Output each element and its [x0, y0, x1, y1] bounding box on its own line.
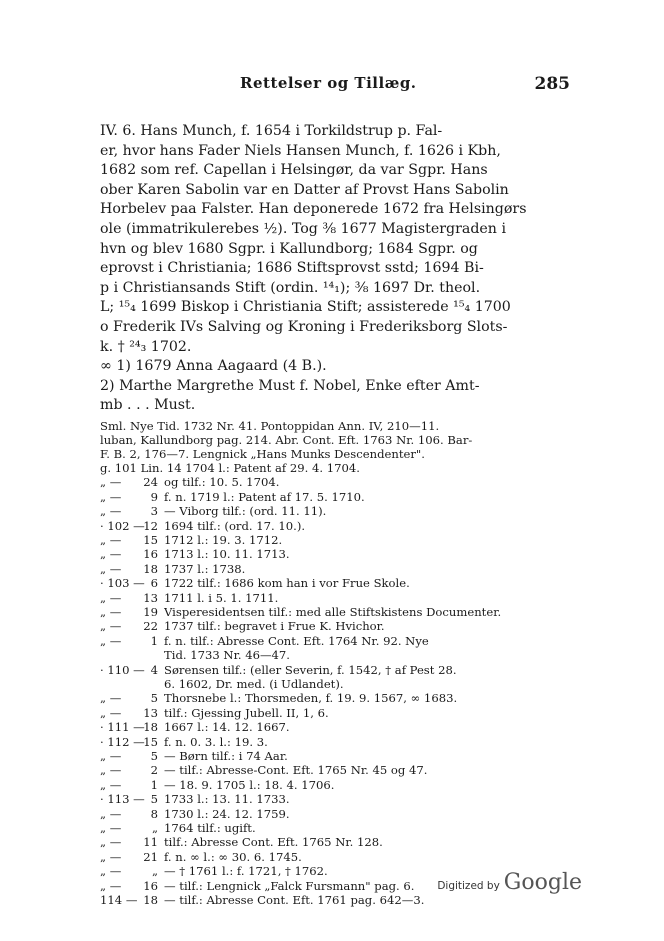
correction-prefix: „ — — [100, 806, 122, 821]
correction-num: 4 — [150, 662, 158, 677]
correction-num: 24 — [143, 475, 158, 490]
correction-text: 1712 l.: 19. 3. 1712. — [164, 532, 283, 547]
correction-row — [100, 634, 578, 648]
correction-row — [100, 835, 578, 849]
correction-prefix: „ — — [100, 821, 122, 836]
correction-num: 3 — [150, 504, 158, 519]
correction-num: 15 — [143, 734, 158, 749]
correction-prefix — [100, 648, 138, 662]
correction-prefix: „ — — [100, 532, 122, 547]
text-line: o Frederik IVs Salving og Kroning i Frederiksborg Slots- — [100, 318, 508, 335]
correction-row — [100, 807, 578, 821]
correction-row — [100, 691, 578, 705]
correction-text: Tid. 1733 Nr. 46—47. — [164, 648, 290, 663]
correction-text: f. n. 0. 3. l.: 19. 3. — [164, 734, 268, 749]
correction-prefix: „ — — [100, 864, 122, 879]
correction-num: 13 — [143, 590, 158, 605]
correction-row — [100, 475, 578, 489]
correction-row — [100, 533, 578, 547]
note-line: luban, Kallundborg pag. 214. Abr. Cont. Eft. 1763 Nr. 106. Bar- — [100, 433, 473, 447]
page-body — [100, 116, 578, 907]
correction-prefix: „ — — [100, 835, 122, 850]
correction-num: 1 — [150, 777, 158, 792]
correction-row — [100, 490, 578, 504]
correction-num: 8 — [150, 806, 158, 821]
correction-prefix: „ — — [100, 749, 122, 763]
correction-row — [100, 763, 578, 777]
correction-num: 12 — [143, 518, 158, 533]
note-line: g. 101 Lin. 14 1704 l.: Patent af 29. 4. 1704. — [100, 461, 360, 476]
correction-row — [100, 605, 578, 619]
correction-prefix: „ — — [100, 633, 122, 648]
correction-prefix: · 113 — — [100, 792, 145, 807]
correction-text: Sørensen tilf.: (eller Severin, f. 1542, † af Pest 28. — [164, 662, 457, 677]
correction-text: 1713 l.: 10. 11. 1713. — [164, 547, 290, 562]
correction-num: 9 — [150, 489, 158, 504]
correction-num: 5 — [150, 749, 158, 763]
correction-num: 5 — [150, 691, 158, 706]
correction-row — [100, 562, 578, 576]
biography-paragraphs — [100, 122, 578, 416]
correction-row — [100, 720, 578, 734]
correction-row — [100, 591, 578, 605]
correction-prefix: „ — — [100, 777, 122, 792]
correction-prefix: „ — — [100, 547, 122, 562]
correction-text: tilf.: Abresse Cont. Eft. 1765 Nr. 128. — [164, 835, 383, 850]
text-line: 2) Marthe Margrethe Must f. Nobel, Enke efter Amt- — [100, 377, 480, 394]
correction-num: 6 — [150, 576, 158, 591]
correction-num: 19 — [143, 604, 158, 619]
correction-row — [100, 504, 578, 518]
correction-prefix: „ — — [100, 504, 122, 519]
correction-num: 21 — [143, 849, 158, 864]
correction-num: 11 — [143, 835, 158, 850]
correction-prefix: „ — — [100, 705, 122, 720]
correction-row — [100, 778, 578, 792]
correction-prefix: „ — — [100, 489, 122, 504]
corrections-list — [100, 475, 578, 907]
correction-num: 16 — [143, 547, 158, 562]
correction-num — [138, 648, 164, 662]
correction-prefix: · 110 — — [100, 662, 145, 677]
correction-text: 1711 l. i 5. 1. 1711. — [164, 590, 279, 605]
correction-text: 1694 tilf.: (ord. 17. 10.). — [164, 518, 306, 533]
correction-text: Visperesidentsen tilf.: med alle Stiftskistens Documenter. — [164, 604, 502, 619]
correction-row — [100, 648, 578, 662]
digitized-by-text: Digitized by — [437, 880, 500, 892]
correction-prefix: · 103 — — [100, 576, 145, 591]
correction-prefix: „ — — [100, 763, 122, 778]
correction-text: — Viborg tilf.: (ord. 11. 11). — [164, 504, 327, 519]
correction-num: 1 — [150, 633, 158, 648]
correction-text: Thorsnebe l.: Thorsmeden, f. 19. 9. 1567, ∞ 1683. — [164, 691, 458, 706]
correction-text: f. n. tilf.: Abresse Cont. Eft. 1764 Nr. 92. Nye — [164, 633, 429, 648]
text-line: eprovst i Christiania; 1686 Stiftsprovst sstd; 1694 Bi- — [100, 260, 484, 277]
text-line: er, hvor hans Fader Niels Hansen Munch, f. 1626 i Kbh, — [100, 142, 501, 159]
correction-row — [100, 663, 578, 677]
correction-row — [100, 706, 578, 720]
correction-num: 2 — [150, 763, 158, 778]
correction-num: 22 — [143, 619, 158, 634]
correction-text: 1730 l.: 24. 12. 1759. — [164, 806, 290, 821]
google-logo: Google — [503, 870, 582, 895]
page-number: 285 — [534, 74, 570, 94]
text-line: IV. 6. Hans Munch, f. 1654 i Torkildstrup p. Fal- — [100, 123, 443, 139]
correction-prefix: „ — — [100, 604, 122, 619]
correction-prefix — [100, 677, 138, 691]
text-line: 1682 som ref. Capellan i Helsingør, da var Sgpr. Hans — [100, 162, 488, 179]
text-line: k. † ²⁴₃ 1702. — [100, 338, 192, 355]
correction-row — [100, 519, 578, 533]
correction-num: 16 — [143, 878, 158, 893]
correction-row — [100, 547, 578, 561]
correction-text: 1733 l.: 13. 11. 1733. — [164, 792, 290, 807]
correction-text: — tilf.: Abresse Cont. Eft. 1761 pag. 642—3. — [164, 893, 425, 908]
correction-text: 1667 l.: 14. 12. 1667. — [164, 720, 290, 735]
correction-prefix: „ — — [100, 849, 122, 864]
text-line: hvn og blev 1680 Sgpr. i Kallundborg; 1684 Sgpr. og — [100, 240, 478, 257]
correction-row — [100, 850, 578, 864]
correction-prefix: · 111 — — [100, 720, 145, 735]
correction-prefix: „ — — [100, 561, 122, 576]
correction-text: — tilf.: Abresse-Cont. Eft. 1765 Nr. 45 og 47. — [164, 763, 428, 778]
text-line: mb . . . Must. — [100, 397, 196, 414]
correction-prefix: „ — — [100, 475, 122, 490]
correction-prefix: „ — — [100, 691, 122, 706]
running-title: Rettelser og Tillæg. — [240, 74, 417, 92]
text-line: ober Karen Sabolin var en Datter af Provst Hans Sabolin — [100, 181, 509, 198]
correction-num: 18 — [143, 720, 158, 735]
correction-text: 1737 tilf.: begravet i Frue K. Hvichor. — [164, 619, 385, 634]
correction-row — [100, 749, 578, 763]
correction-text: — 18. 9. 1705 l.: 18. 4. 1706. — [164, 777, 335, 792]
correction-num: „ — [151, 821, 158, 836]
correction-text: 6. 1602, Dr. med. (i Udlandet). — [164, 676, 344, 691]
correction-text: — tilf.: Lengnick „Falck Fursmann" pag. 6. — [164, 878, 415, 893]
source-notes — [100, 419, 578, 475]
correction-num: 18 — [143, 561, 158, 576]
note-line: Sml. Nye Tid. 1732 Nr. 41. Pontoppidan Ann. IV, 210—11. — [100, 418, 440, 433]
text-line: L; ¹⁵₄ 1699 Biskop i Christiania Stift; assisterede ¹⁵₄ 1700 — [100, 299, 511, 316]
correction-row — [100, 821, 578, 835]
correction-row — [100, 576, 578, 590]
correction-num: 5 — [150, 792, 158, 807]
correction-prefix: · 102 — — [100, 518, 145, 533]
correction-prefix: · 112 — — [100, 734, 145, 749]
correction-row — [100, 677, 578, 691]
text-line: ole (immatrikulerebes ½). Tog ⅜ 1677 Magistergraden i — [100, 220, 506, 237]
correction-text: 1737 l.: 1738. — [164, 561, 246, 576]
correction-text: 1764 tilf.: ugift. — [164, 821, 256, 836]
text-line: p i Christiansands Stift (ordin. ¹⁴₁); ⅜ 1697 Dr. theol. — [100, 279, 481, 296]
correction-text: tilf.: Gjessing Jubell. II, 1, 6. — [164, 705, 329, 720]
correction-text: f. n. ∞ l.: ∞ 30. 6. 1745. — [164, 849, 302, 864]
correction-text: 1722 tilf.: 1686 kom han i vor Frue Skole. — [164, 576, 410, 591]
correction-text: — Børn tilf.: i 74 Aar. — [164, 749, 288, 763]
correction-prefix: „ — — [100, 590, 122, 605]
note-line: F. B. 2, 176—7. Lengnick „Hans Munks Descendenter". — [100, 447, 425, 462]
correction-num: 18 — [143, 893, 158, 908]
correction-prefix: „ — — [100, 619, 122, 634]
digitized-footer — [437, 870, 582, 895]
correction-row — [100, 893, 578, 907]
correction-row — [100, 619, 578, 633]
text-line: Horbelev paa Falster. Han deponerede 1672 fra Helsingørs — [100, 201, 527, 218]
correction-num: 15 — [143, 532, 158, 547]
correction-num: „ — [151, 864, 158, 879]
correction-num: 13 — [143, 705, 158, 720]
correction-row — [100, 735, 578, 749]
correction-row — [100, 792, 578, 806]
text-line: ∞ 1) 1679 Anna Aagaard (4 B.). — [100, 358, 327, 375]
correction-text: og tilf.: 10. 5. 1704. — [164, 475, 280, 490]
correction-num — [138, 677, 164, 691]
running-header — [100, 74, 570, 98]
correction-prefix: 114 — — [100, 893, 138, 908]
correction-text: — † 1761 l.: f. 1721, † 1762. — [164, 864, 328, 879]
correction-text: f. n. 1719 l.: Patent af 17. 5. 1710. — [164, 489, 365, 504]
correction-prefix: „ — — [100, 878, 122, 893]
